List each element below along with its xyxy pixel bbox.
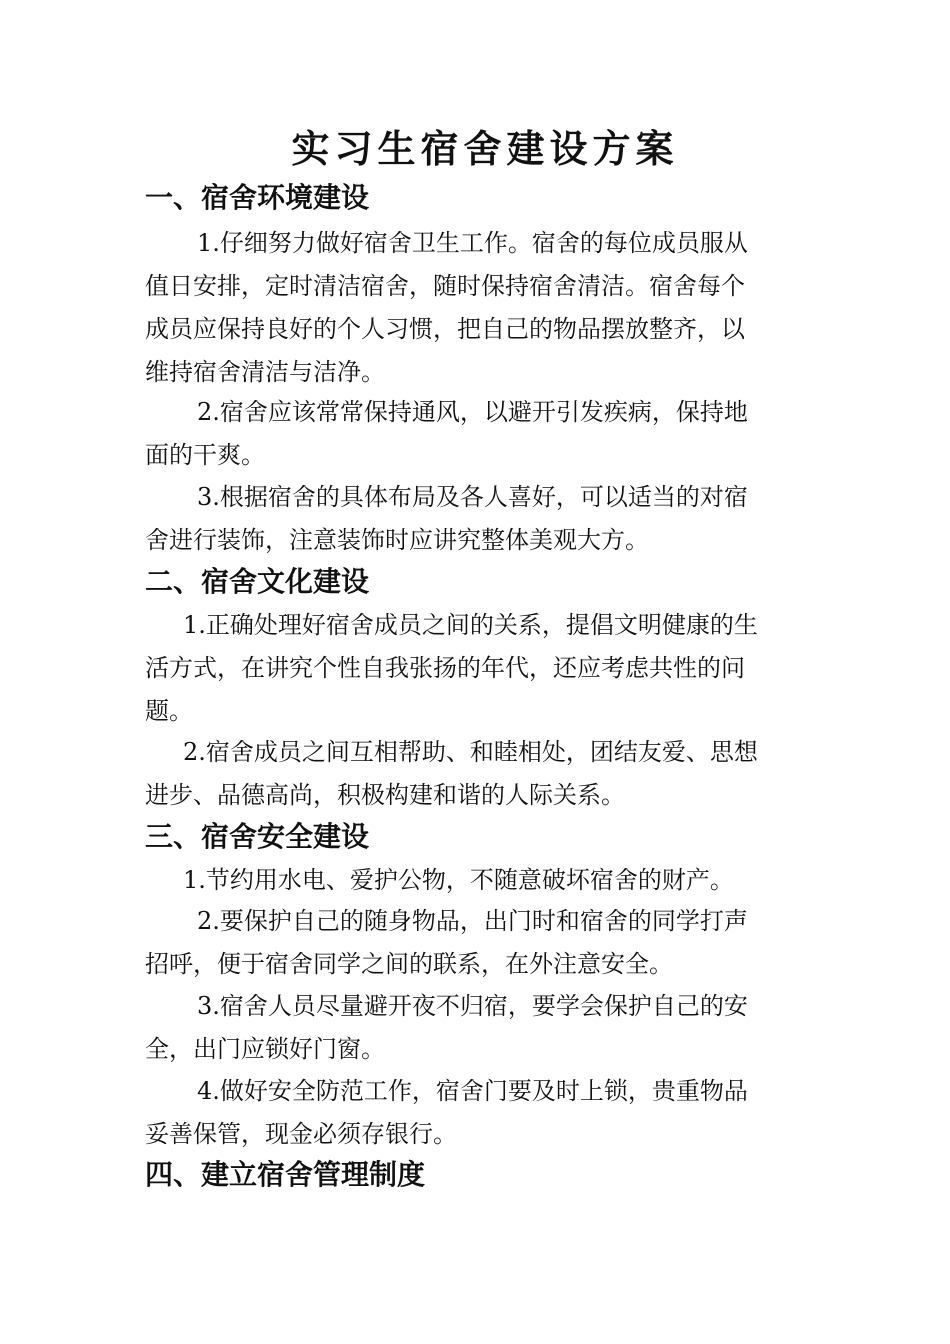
paragraph-2-1: [145, 604, 805, 733]
paragraph-1-1: [145, 222, 805, 394]
section-heading-environment: 一、宿舍环境建设: [145, 181, 370, 214]
section-heading-safety: 三、宿舍安全建设: [145, 820, 370, 853]
paragraph-line: 招呼，便于宿舍同学之间的联系，在外注意安全。: [145, 950, 673, 978]
paragraph-line: 面的干爽。: [145, 441, 265, 469]
section-heading-management: 四、建立宿舍管理制度: [145, 1158, 426, 1191]
paragraph-line: 活方式，在讲究个性自我张扬的年代，还应考虑共性的问: [145, 654, 745, 682]
paragraph-3-1: [145, 859, 805, 902]
paragraph-3-2: [145, 900, 805, 986]
document-title: 实习生宿舍建设方案: [291, 126, 679, 171]
paragraph-line: 2.宿舍成员之间互相帮助、和睦相处，团结友爱、思想: [183, 738, 758, 766]
paragraph-2-2: [145, 731, 805, 817]
paragraph-line: 1.正确处理好宿舍成员之间的关系，提倡文明健康的生: [183, 611, 758, 639]
paragraph-line: 全，出门应锁好门窗。: [145, 1035, 385, 1063]
paragraph-line: 维持宿舍清洁与洁净。: [145, 358, 385, 386]
paragraph-line: 4.做好安全防范工作，宿舍门要及时上锁，贵重物品: [197, 1077, 748, 1105]
paragraph-line: 舍进行装饰，注意装饰时应讲究整体美观大方。: [145, 526, 649, 554]
paragraph-line: 题。: [145, 697, 193, 725]
paragraph-3-4: [145, 1070, 805, 1156]
paragraph-line: 2.要保护自己的随身物品，出门时和宿舍的同学打声: [197, 907, 748, 935]
paragraph-line: 值日安排，定时清洁宿舍，随时保持宿舍清洁。宿舍每个: [145, 272, 745, 300]
paragraph-line: 3.根据宿舍的具体布局及各人喜好，可以适当的对宿: [197, 483, 748, 511]
paragraph-line: 进步、品德高尚，积极构建和谐的人际关系。: [145, 781, 625, 809]
paragraph-line: 1.节约用水电、爱护公物，不随意破坏宿舍的财产。: [183, 866, 734, 894]
paragraph-1-3: [145, 476, 805, 562]
paragraph-line: 1.仔细努力做好宿舍卫生工作。宿舍的每位成员服从: [197, 229, 748, 257]
paragraph-line: 2.宿舍应该常常保持通风，以避开引发疾病，保持地: [197, 398, 748, 426]
paragraph-line: 妥善保管，现金必须存银行。: [145, 1120, 457, 1148]
paragraph-line: 成员应保持良好的个人习惯，把自己的物品摆放整齐，以: [145, 315, 745, 343]
paragraph-1-2: [145, 391, 805, 477]
section-heading-culture: 二、宿舍文化建设: [145, 565, 370, 598]
paragraph-line: 3.宿舍人员尽量避开夜不归宿，要学会保护自己的安: [197, 992, 748, 1020]
paragraph-3-3: [145, 985, 805, 1071]
